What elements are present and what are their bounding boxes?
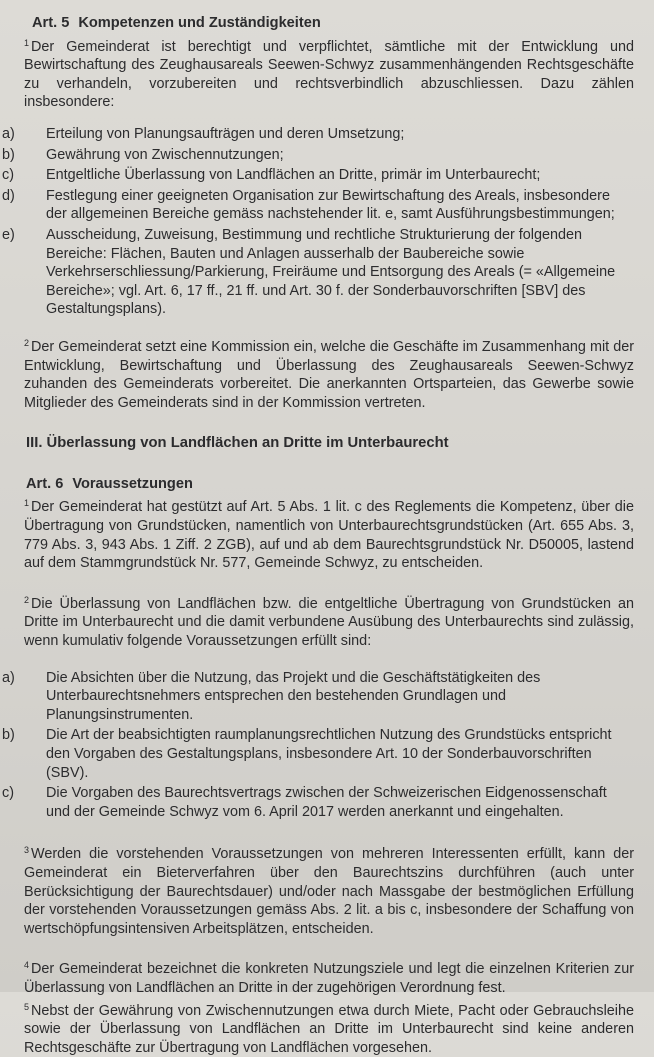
article-6-paragraph-4	[24, 956, 634, 997]
article-6-paragraph-1	[24, 494, 634, 572]
list-item-text: Ausscheidung, Zuweisung, Bestimmung und rechtliche Strukturierung der folgenden Bereiche: Flächen, Bauten und Anlagen ausserhalb der Baubereiche sowie Verkehrserschliessung/Parkierung, Freiräume und Entsorgung des Areals (= «Allgemeine Bereiche»; vgl. Art. 6, 17 ff., 21 ff. und Art. 30 f. der Sonderbauvorschriften [SBV] des Gestaltungsplans).	[46, 226, 616, 318]
list-marker: e)	[2, 226, 15, 243]
paragraph-number: 5	[24, 1001, 30, 1012]
paragraph-text: Nebst der Gewährung von Zwischennutzungen etwa durch Miete, Pacht oder Gebrauchsleihe sowie der Überlassung von Landflächen an Dritte im Unterbaurecht sind keine anderen Rechtsgeschäfte zur Übertragung von Landflächen vorgesehen.	[24, 1002, 634, 1056]
list-marker: b)	[2, 146, 15, 163]
paragraph-text: Der Gemeinderat hat gestützt auf Art. 5 Abs. 1 lit. c des Reglements die Kompetenz, über die Übertragung von Grundstücken, namentlich von Unterbaurechtsgrundstücken (Art. 655 Abs. 3, 779 Abs. 3, 943 Abs. 1 Ziff. 2 ZGB), auf und ab dem Baurechtsgrundstück Nr. D50005, lastend auf dem Stammgrundstück Nr. 577, Gemeinde Schwyz, zu entscheiden.	[24, 499, 634, 572]
article-6-paragraph-2	[24, 591, 634, 651]
list-item-text: Die Absichten über die Nutzung, das Projekt und die Geschäftstätigkeiten des Unterbaurechtsnehmers entsprechen den bestehenden Grundlagen und Planungsinstrumenten.	[46, 669, 541, 723]
paragraph-number: 2	[24, 594, 30, 605]
paragraph-text: Der Gemeinderat ist berechtigt und verpflichtet, sämtliche mit der Entwicklung und Bewirtschaftung des Zeughausareals Seewen-Schwyz zusammenhängenden Rechtsgeschäfte zu verhandeln, vorzubereiten und rechtsverbindlich abzuschliessen. Dazu zählen insbesondere:	[24, 38, 634, 111]
paragraph-text: Der Gemeinderat setzt eine Kommission ein, welche die Geschäfte im Zusammenhang mit der Entwicklung, Bewirtschaftung und Überlassung des Zeughausareals Seewen-Schwyz zuhanden des Gemeinderats vorbereitet. Die anerkannten Ortsparteien, das Gewerbe sowie Mitglieder des Gemeinderats sind in der Kommission vertreten.	[24, 338, 634, 411]
list-item	[2, 669, 634, 725]
section-3-heading: III. Überlassung von Landflächen an Dritte im Unterbaurecht	[26, 435, 449, 452]
list-item	[2, 187, 634, 224]
list-item	[2, 784, 634, 821]
list-item-text: Erteilung von Planungsaufträgen und deren Umsetzung;	[46, 125, 405, 142]
list-item-text: Die Vorgaben des Baurechtsvertrags zwischen der Schweizerischen Eidgenossenschaft und der Gemeinde Schwyz vom 6. April 2017 werden anerkannt und eingehalten.	[46, 785, 607, 820]
paragraph-number: 1	[24, 37, 30, 48]
article-6-paragraph-5	[24, 998, 634, 1057]
article-6-list	[2, 669, 634, 822]
paragraph-text: Der Gemeinderat bezeichnet die konkreten Nutzungsziele und legt die einzelnen Kriterien zur Überlassung von Landflächen an Dritte in der zugehörigen Verordnung fest.	[24, 961, 634, 996]
list-item	[2, 146, 634, 165]
article-5-paragraph-2	[24, 334, 634, 412]
article-5-paragraph-1	[24, 34, 634, 112]
list-marker: b)	[2, 727, 15, 744]
paragraph-number: 1	[24, 498, 30, 509]
list-item	[2, 125, 634, 144]
paragraph-number: 2	[24, 337, 30, 348]
paragraph-number: 4	[24, 960, 30, 971]
list-item-text: Die Art der beabsichtigten raumplanungsrechtlichen Nutzung des Grundstücks entspricht den Vorgaben des Gestaltungsplans, insbesondere Art. 10 der Sonderbauvorschriften (SBV).	[46, 727, 612, 781]
paragraph-text: Die Überlassung von Landflächen bzw. die entgeltliche Übertragung von Grundstücken an Dritte im Unterbaurecht und die damit verbundene Ausübung des Unterbaurechts sind zulässig, wenn kumulativ folgende Voraussetzungen erfüllt sind:	[24, 595, 634, 650]
article-5-title: Kompetenzen und Zuständigkeiten	[78, 15, 321, 31]
list-marker: a)	[2, 125, 15, 142]
list-item	[2, 166, 634, 185]
article-5-heading	[32, 14, 634, 33]
article-6-title: Voraussetzungen	[72, 475, 193, 492]
paragraph-number: 3	[24, 845, 30, 856]
article-6-number: Art. 6	[26, 475, 64, 492]
list-marker: a)	[2, 669, 15, 686]
list-marker: d)	[2, 187, 15, 204]
article-5-list	[2, 125, 634, 319]
list-item	[2, 226, 634, 319]
list-marker: c)	[2, 167, 14, 184]
list-item-text: Gewährung von Zwischennutzungen;	[46, 146, 284, 163]
list-marker: c)	[2, 785, 14, 802]
list-item-text: Festlegung einer geeigneten Organisation zur Bewirtschaftung des Areals, insbesondere der allgemeinen Bereiche gemäss nachstehender lit. e, samt Ausführungsbestimmungen;	[46, 187, 615, 223]
article-5-number: Art. 5	[32, 15, 70, 31]
paragraph-text: Werden die vorstehenden Voraussetzungen von mehreren Interessenten erfüllt, kann der Gemeinderat ein Bieterverfahren über den Baurechtszins durchführen (auch unter Berücksichtigung der Baurechtsdauer) und/oder nach Massgabe der bestmöglichen Erfüllung der vorstehenden Voraussetzungen gemäss Abs. 2 lit. a bis c, insbesondere der Schaffung von wertschöpfungsintensiven Arbeitsplätzen, entscheiden.	[24, 846, 634, 937]
list-item-text: Entgeltliche Überlassung von Landflächen an Dritte, primär im Unterbaurecht;	[46, 167, 541, 184]
article-6-heading	[26, 475, 634, 494]
article-6-paragraph-3	[24, 841, 634, 938]
list-item	[2, 726, 634, 782]
